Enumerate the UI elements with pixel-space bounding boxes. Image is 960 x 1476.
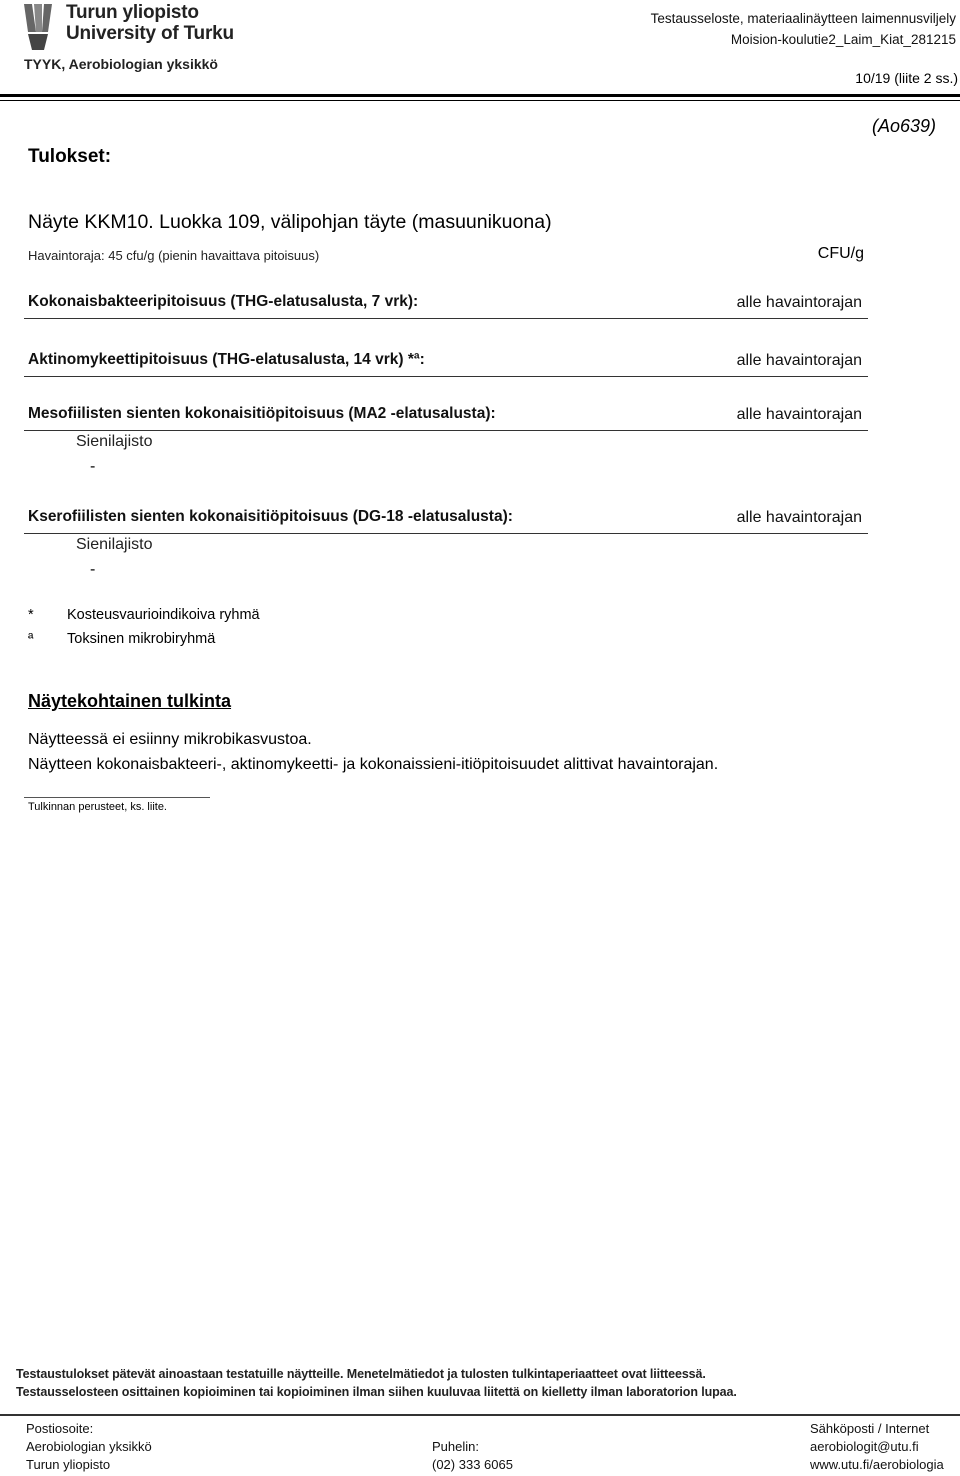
header-divider xyxy=(0,94,960,97)
result-label-actinomycetes: Aktinomykeettipitoisuus (THG-elatusalusta, 14 vrk) *ª: xyxy=(28,351,425,368)
result-value-bacteria: alle havaintorajan xyxy=(736,294,862,311)
interpretation-title: Näytekohtainen tulkinta xyxy=(28,691,232,711)
address-line: Turun yliopisto xyxy=(26,1457,111,1472)
email-label: Sähköposti / Internet xyxy=(810,1421,930,1436)
results-heading: Tulokset: xyxy=(28,146,112,167)
result-label-bacteria: Kokonaisbakteeripitoisuus (THG-elatusalusta, 7 vrk): xyxy=(28,293,419,310)
unit-name: TYYK, Aerobiologian yksikkö xyxy=(24,56,218,72)
basis-divider xyxy=(24,797,210,798)
footnote-text: Kosteusvaurioindikoiva ryhmä xyxy=(67,607,260,623)
interpretation-line: Näytteessä ei esiinny mikrobikasvustoa. xyxy=(28,731,312,748)
result-label-xerophilic: Kserofiilisten sienten kokonaisitiöpitoisuus (DG-18 -elatusalusta): xyxy=(28,508,513,525)
university-name xyxy=(66,2,234,44)
row-divider xyxy=(24,430,868,431)
footer-contact xyxy=(810,1420,944,1474)
university-name-fi: Turun yliopisto xyxy=(66,2,199,23)
interpretation-line: Näytteen kokonaisbakteeri-, aktinomykeetti- ja kokonaissieni-itiöpitoisuudet alittivat havaintorajan. xyxy=(28,756,719,773)
email-link[interactable]: aerobiologit@utu.fi xyxy=(810,1439,919,1454)
address-line: Aerobiologian yksikkö xyxy=(26,1439,152,1454)
phone-label: Puhelin: xyxy=(432,1439,479,1454)
footnote-mark: * xyxy=(28,607,34,623)
torch-emblem-icon xyxy=(18,2,62,52)
result-value-mesophilic: alle havaintorajan xyxy=(736,406,862,423)
species-value-xerophilic: - xyxy=(90,561,96,578)
unit-label: CFU/g xyxy=(817,245,864,262)
row-divider xyxy=(24,376,868,377)
web-link[interactable]: www.utu.fi/aerobiologia xyxy=(810,1457,944,1472)
report-title: Testausseloste, materiaalinäytteen laimennusviljely xyxy=(650,11,956,26)
row-divider xyxy=(24,318,868,319)
footnote-text: Toksinen mikrobiryhmä xyxy=(67,631,216,647)
footer-address xyxy=(26,1420,152,1474)
report-id: Moision-koulutie2_Laim_Kiat_281215 xyxy=(730,32,956,47)
result-label-mesophilic: Mesofiilisten sienten kokonaisitiöpitoisuus (MA2 -elatusalusta): xyxy=(28,405,496,422)
species-label-xerophilic: Sienilajisto xyxy=(76,536,153,553)
footnote-mark: ª xyxy=(28,631,34,647)
sample-title: Näyte KKM10. Luokka 109, välipohjan täyte (masuunikuona) xyxy=(28,211,552,233)
species-label-mesophilic: Sienilajisto xyxy=(76,433,153,450)
result-value-actinomycetes: alle havaintorajan xyxy=(736,352,862,369)
address-label: Postiosoite: xyxy=(26,1421,94,1436)
footer-phone xyxy=(432,1438,513,1474)
detection-limit: Havaintoraja: 45 cfu/g (pienin havaittava pitoisuus) xyxy=(28,248,320,263)
header-divider-thin xyxy=(0,100,960,101)
footer-divider xyxy=(0,1414,960,1416)
interpretation-basis: Tulkinnan perusteet, ks. liite. xyxy=(28,801,167,813)
phone-number: (02) 333 6065 xyxy=(432,1457,513,1472)
university-name-en: University of Turku xyxy=(66,23,234,44)
result-value-xerophilic: alle havaintorajan xyxy=(736,509,862,526)
footer-notice: Testausselosteen osittainen kopioiminen tai kopioiminen ilman siihen kuuluvaa liitettä on kielletty ilman laboratorion lupaa. xyxy=(16,1385,737,1399)
sample-code: (Ao639) xyxy=(871,116,936,136)
footer-notice: Testaustulokset pätevät ainoastaan testatuille näytteille. Menetelmätiedot ja tulosten tulkintaperiaatteet ovat liitteessä. xyxy=(16,1367,706,1381)
species-value-mesophilic: - xyxy=(90,458,96,475)
row-divider xyxy=(24,533,868,534)
page-number: 10/19 (liite 2 ss.) xyxy=(855,70,958,86)
